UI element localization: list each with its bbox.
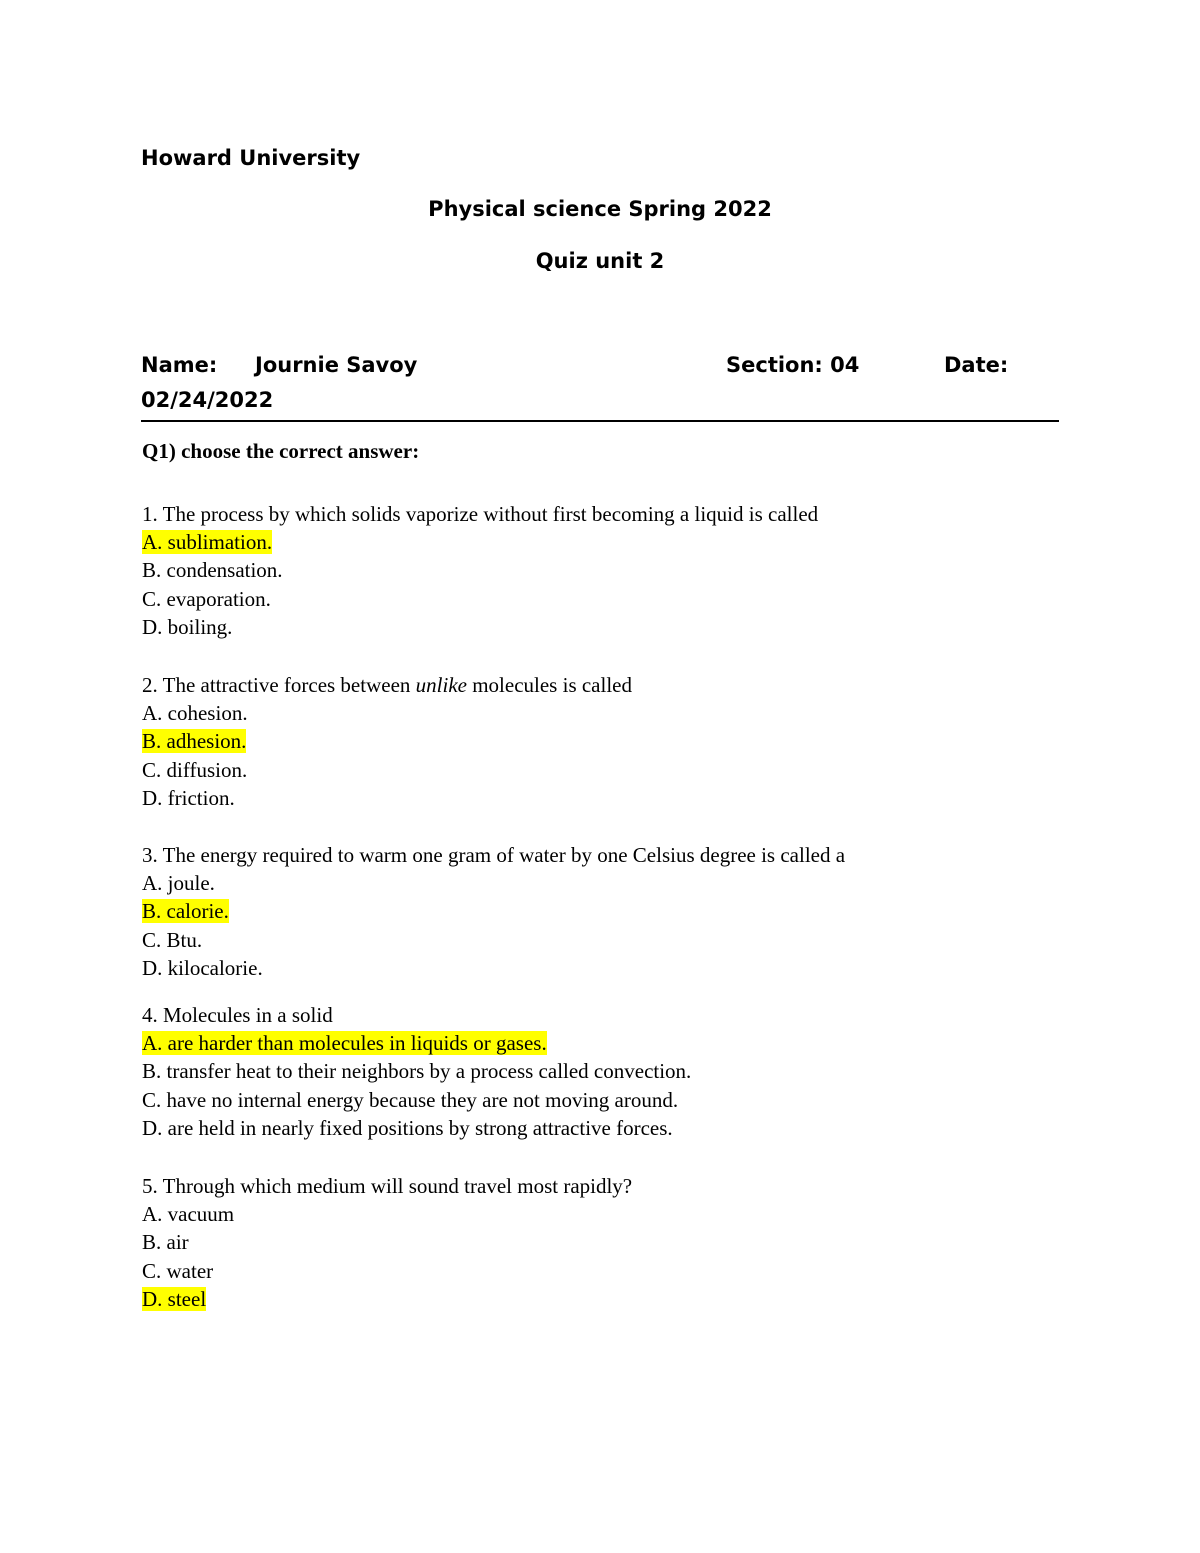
question-2 — [142, 671, 632, 812]
question-prompt — [142, 671, 632, 699]
prompt-text: 3. The energy required to warm one gram of water by one Celsius degree is called a — [142, 843, 846, 867]
answer-option — [142, 613, 818, 641]
prompt-text: 4. Molecules in a solid — [142, 1003, 333, 1027]
answer-option — [142, 727, 632, 755]
question-prompt — [142, 500, 818, 528]
header-divider — [141, 420, 1059, 422]
option-text: C. Btu. — [142, 927, 203, 952]
answer-option — [142, 1257, 632, 1285]
answer-option — [142, 1285, 632, 1313]
option-text: C. evaporation. — [142, 586, 271, 611]
prompt-text: 5. Through which medium will sound travel most rapidly? — [142, 1174, 633, 1198]
prompt-text: 1. The process by which solids vaporize without first becoming a liquid is called — [142, 502, 819, 526]
answer-option — [142, 528, 818, 556]
question-4 — [142, 1001, 691, 1142]
option-text: A. cohesion. — [142, 701, 248, 726]
date-value: 02/24/2022 — [141, 388, 274, 412]
question-prompt — [142, 841, 845, 869]
quiz-title: Quiz unit 2 — [535, 249, 665, 273]
option-text: C. water — [142, 1258, 214, 1283]
option-text: C. diffusion. — [142, 757, 248, 782]
name-value: Journie Savoy — [255, 353, 418, 377]
highlighted-answer: D. steel — [142, 1286, 207, 1311]
highlighted-answer: A. are harder than molecules in liquids or gases. — [142, 1031, 547, 1056]
question-3 — [142, 841, 845, 982]
option-text: A. vacuum — [142, 1202, 235, 1227]
option-text: D. kilocalorie. — [142, 955, 263, 980]
option-text: B. condensation. — [142, 558, 283, 583]
answer-option — [142, 1086, 691, 1114]
instruction-text: Q1) choose the correct answer: — [142, 439, 420, 463]
prompt-text: 2. The attractive forces between — [142, 673, 416, 697]
answer-option — [142, 1029, 691, 1057]
highlighted-answer: B. calorie. — [142, 899, 229, 924]
option-text: B. air — [142, 1230, 189, 1255]
answer-option — [142, 1057, 691, 1085]
institution-title: Howard University — [141, 146, 361, 170]
answer-option — [142, 756, 632, 784]
highlighted-answer: B. adhesion. — [142, 729, 247, 754]
option-text: D. boiling. — [142, 614, 233, 639]
option-text: C. have no internal energy because they are not moving around. — [142, 1087, 679, 1112]
answer-option — [142, 699, 632, 727]
option-text: B. transfer heat to their neighbors by a process called convection. — [142, 1059, 692, 1084]
question-5 — [142, 1172, 632, 1313]
course-title: Physical science Spring 2022 — [428, 197, 772, 221]
answer-option — [142, 1200, 632, 1228]
prompt-emphasis: unlike — [415, 673, 467, 697]
answer-option — [142, 954, 845, 982]
question-1 — [142, 500, 818, 641]
answer-option — [142, 784, 632, 812]
answer-option — [142, 926, 845, 954]
option-text: D. friction. — [142, 785, 235, 810]
name-label: Name: — [141, 353, 218, 377]
question-prompt — [142, 1172, 632, 1200]
answer-option — [142, 869, 845, 897]
answer-option — [142, 897, 845, 925]
answer-option — [142, 1228, 632, 1256]
date-label: Date: — [944, 353, 1009, 377]
option-text: A. joule. — [142, 871, 215, 896]
highlighted-answer: A. sublimation. — [142, 530, 273, 555]
option-text: D. are held in nearly fixed positions by strong attractive forces. — [142, 1115, 673, 1140]
section-field: Section: 04 — [726, 353, 860, 377]
prompt-text-end: molecules is called — [466, 673, 632, 697]
answer-option — [142, 585, 818, 613]
question-prompt — [142, 1001, 691, 1029]
answer-option — [142, 1114, 691, 1142]
answer-option — [142, 556, 818, 584]
